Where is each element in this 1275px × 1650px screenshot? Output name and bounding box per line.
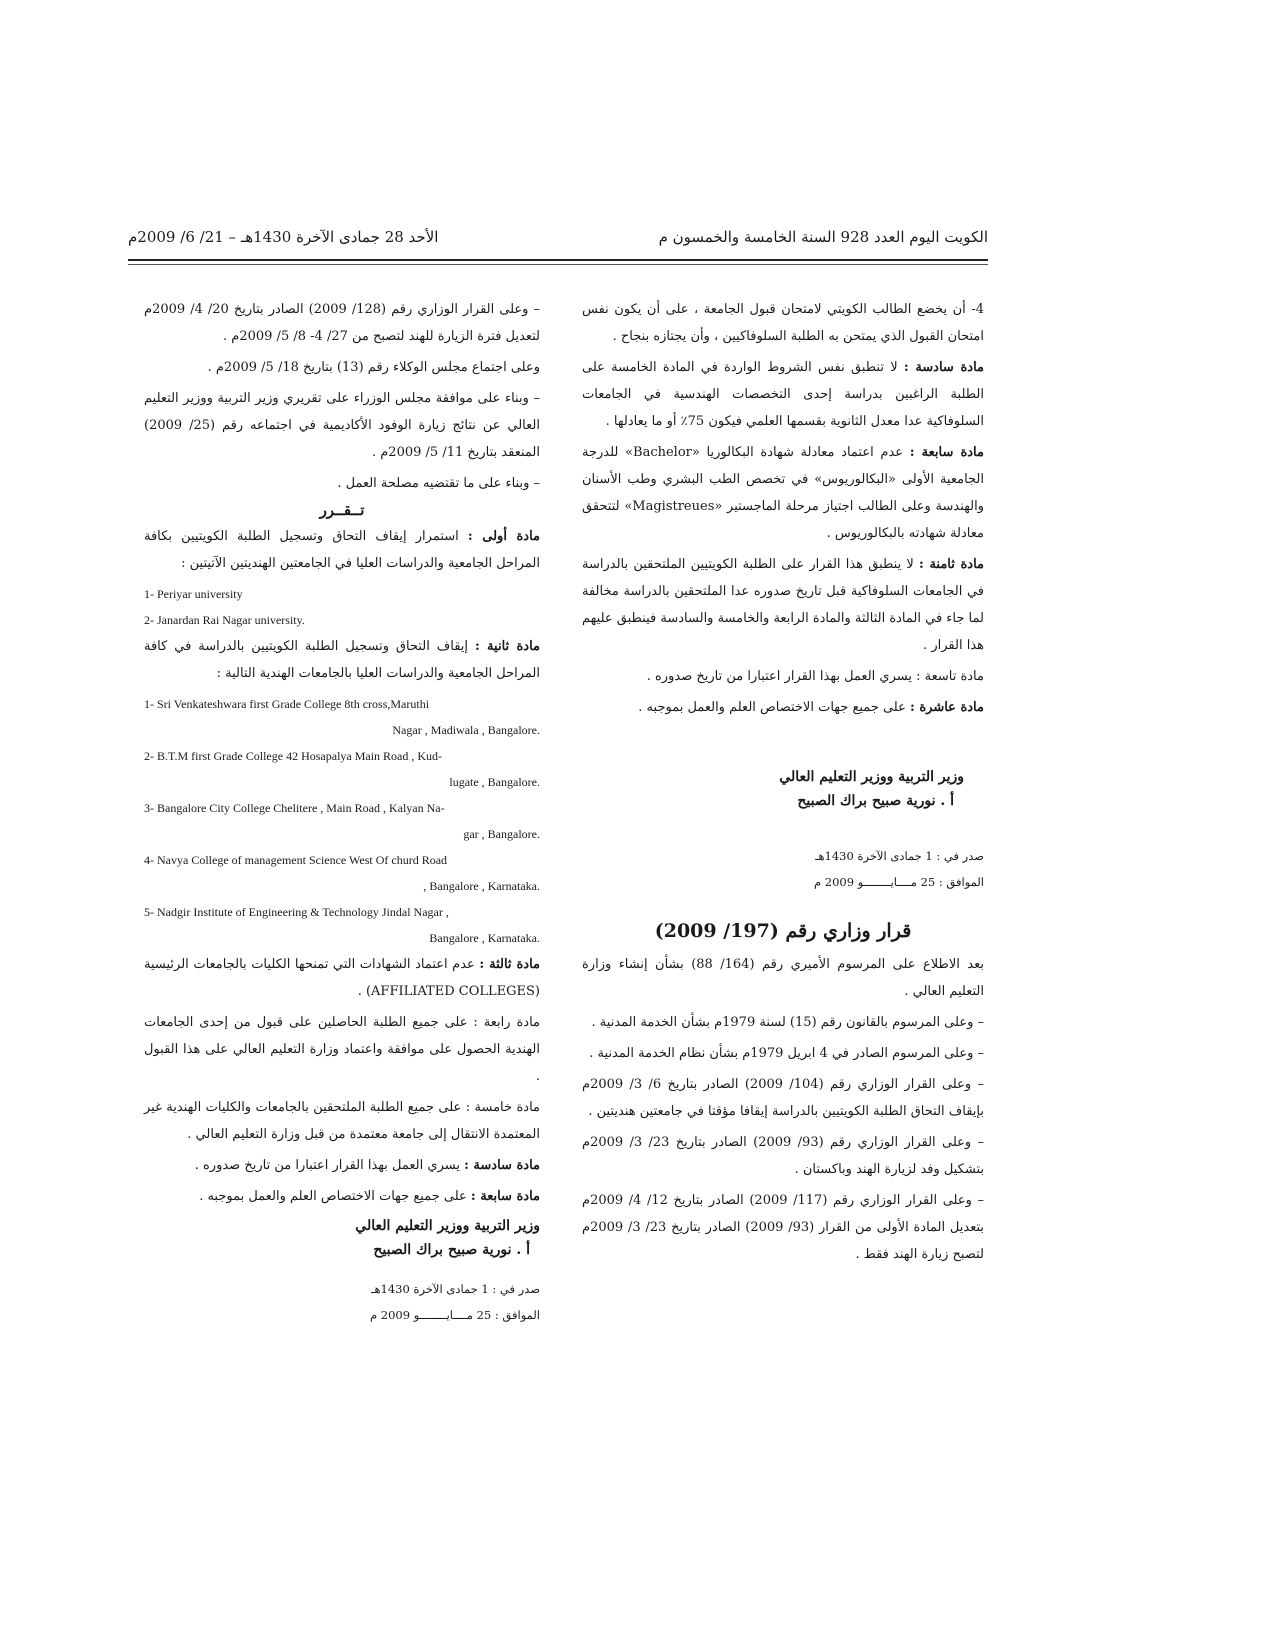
article-text: على جميع جهات الاختصاص العلم والعمل بموجبه . [638,700,906,715]
preamble: – وعلى القرار الوزاري رقم (128/ 2009) الصادر بتاريخ 20/ 4/ 2009م لتعديل فترة الزيارة للهند لتصبح من 27/ 4- 8/ 5/ 2009م . [144,302,540,344]
article-text: يسري العمل بهذا القرار اعتبارا من تاريخ صدوره . [194,1158,460,1173]
article-10 [582,694,984,721]
college-item: 3- Bangalore City College Chelitere , Main Road , Kalyan Na- [144,801,445,815]
article-3 [144,951,540,1005]
article-text: استمرار إيقاف التحاق وتسجيل الطلبة الكويتيين بكافة المراحل الجامعية والدراسات العليا في الجامعتين الهنديتين الآتيتين : [144,529,540,571]
issued-date-greg: الموافق : 25 مــــايــــــــو 2009 م [813,875,984,889]
paragraph: 4- أن يخضع الطالب الكويتي لامتحان قبول الجامعة ، على أن يكون نفس امتحان القبول الذي يمتحن به الطلبة السلوفاكيين ، وأن يجتازه بنجاح . [582,302,984,344]
article-5: مادة خامسة : على جميع الطلبة الملتحقين بالجامعات والكليات الهندية غير المعتمدة الانتقال إلى جامعة معتمدة من قبل وزارة التعليم العالي . [144,1100,540,1142]
article-text: لا تنطبق نفس الشروط الواردة في المادة الخامسة على الطلبة الراغبين بدراسة إحدى التخصصات الهندسية في الجامعات السلوفاكية عدا معدل الثانوية بقسمها العلمي فيكون 75٪ أو ما يعادلها . [582,360,984,429]
issued-date: صدر في : 1 جمادى الآخرة 1430هـ [371,1282,540,1296]
article-label: مادة سابعة : [909,445,984,460]
preamble: – وعلى المرسوم بالقانون رقم (15) لسنة 1979م بشأن الخدمة المدنية . [591,1015,984,1030]
preamble: – وعلى المرسوم الصادر في 4 ابريل 1979م بشأن نظام الخدمة المدنية . [589,1046,984,1061]
college-item-cont: , Bangalore , Karnataka. [423,879,540,893]
signature-title: وزير التربية ووزير التعليم العالي [355,1218,540,1234]
college-item: 1- Sri Venkateshwara first Grade College 8th cross,Maruthi [144,697,430,711]
article-label: مادة ثانية : [474,639,540,654]
article-6 [144,1152,540,1179]
left-column [144,296,540,1328]
college-item: 5- Nadgir Institute of Engineering & Technology Jindal Nagar , [144,905,449,919]
college-item: 2- B.T.M first Grade College 42 Hosapalya Main Road , Kud- [144,749,443,763]
college-item-cont: lugate , Bangalore. [449,775,540,789]
decree-title: قرار وزاري رقم (197/ 2009) [654,920,912,942]
decides-heading: تــقــرر [319,501,365,519]
preamble: – وعلى القرار الوزاري رقم (117/ 2009) الصادر بتاريخ 12/ 4/ 2009م بتعديل المادة الأولى من القرار (93/ 2009) الصادر بتاريخ 23/ 3/ 2009م لتصبح زيارة الهند فقط . [582,1193,985,1262]
signature-title: وزير التربية ووزير التعليم العالي [779,769,964,785]
preamble: – وبناء على موافقة مجلس الوزراء على تقريري وزير التربية ووزير التعليم العالي عن نتائج زيارة الوفود الأكاديمية في اجتماعه رقم (25/ 2009) المنعقد بتاريخ 11/ 5/ 2009م . [144,391,540,460]
preamble: – وعلى القرار الوزاري رقم (104/ 2009) الصادر بتاريخ 6/ 3/ 2009م بإيقاف التحاق الطلبة الكويتيين بالدراسة إيقافا مؤقتا في جامعتين هنديتين . [582,1077,984,1119]
university-item: 1- Periyar university [144,587,243,601]
article-label: مادة أولى : [467,529,540,544]
article-2 [144,633,540,687]
right-column [582,296,984,1272]
college-item-cont: Bangalore , Karnataka. [429,931,540,945]
article-4: مادة رابعة : على جميع الطلبة الحاصلين على قبول من إحدى الجامعات الهندية الحصول على موافقة واعتماد وزارة التعليم العالي على هذا القبول . [144,1015,540,1084]
article-6 [582,354,984,435]
article-label: مادة ثالثة : [479,957,541,972]
signature-name: أ . نورية صبيح براك الصبيح [373,1242,530,1258]
signature-name: أ . نورية صبيح براك الصبيح [797,793,954,809]
article-label: مادة سادسة : [903,360,984,375]
article-text: على جميع جهات الاختصاص العلم والعمل بموجبه . [199,1189,467,1204]
header-left: الأحد 28 جمادى الآخرة 1430هـ – 21/ 6/ 2009م [128,228,439,246]
article-8 [582,551,984,659]
issued-date: صدر في : 1 جمادى الآخرة 1430هـ [815,849,984,863]
header-rule-thin [128,264,988,265]
article-label: مادة ثامنة : [919,557,985,572]
college-item-cont: gar , Bangalore. [463,827,540,841]
college-item-cont: Nagar , Madiwala , Bangalore. [392,723,540,737]
article-text: عدم اعتماد الشهادات التي تمنحها الكليات بالجامعات الرئيسية (AFFILIATED COLLEGES) . [144,957,540,999]
preamble: – وبناء على ما تقتضيه مصلحة العمل . [337,476,540,491]
article-label: مادة عاشرة : [910,700,984,715]
article-7 [144,1183,540,1210]
article-text: لا ينطبق هذا القرار على الطلبة الكويتيين الملتحقين بالدراسة في الجامعات السلوفاكية قبل تاريخ صدوره عدا الملتحقين بالدراسة مخالفة لما جاء في المادة الثالثة والمادة الرابعة والخامسة والسادسة فينطبق عليهم هذا القرار . [582,557,984,653]
article-label: مادة سادسة : [464,1158,540,1173]
issued-date-greg: الموافق : 25 مــــايــــــــو 2009 م [369,1308,540,1322]
article-text: عدم اعتماد معادلة شهادة البكالوريا «Bachelor» للدرجة الجامعية الأولى «البكالوريوس» في تخصص الطب البشري وطب الأسنان والهندسة وعلى الطالب اجتياز مرحلة الماجستير «Magistreues» لتتحقق معادلة شهادته بالبكالوريوس . [582,445,984,541]
article-text: إيقاف التحاق وتسجيل الطلبة الكويتيين بالدراسة في كافة المراحل الجامعية والدراسات العليا بالجامعات الهندية التالية : [144,639,540,681]
preamble: بعد الاطلاع على المرسوم الأميري رقم (164/ 88) بشأن إنشاء وزارة التعليم العالي . [582,957,985,999]
article-7 [582,439,984,547]
header-right: الكويت اليوم العدد 928 السنة الخامسة والخمسون م [658,228,988,246]
preamble: – وعلى القرار الوزاري رقم (93/ 2009) الصادر بتاريخ 23/ 3/ 2009م بتشكيل وفد لزيارة الهند وباكستان . [582,1135,985,1177]
article-9: مادة تاسعة : يسري العمل بهذا القرار اعتبارا من تاريخ صدوره . [646,669,984,684]
preamble: وعلى اجتماع مجلس الوكلاء رقم (13) بتاريخ 18/ 5/ 2009م . [207,360,540,375]
article-1 [144,523,540,577]
college-item: 4- Navya College of management Science West Of churd Road [144,853,448,867]
article-label: مادة سابعة : [470,1189,540,1204]
header-rule [128,259,988,261]
university-item: 2- Janardan Rai Nagar university. [144,613,305,627]
